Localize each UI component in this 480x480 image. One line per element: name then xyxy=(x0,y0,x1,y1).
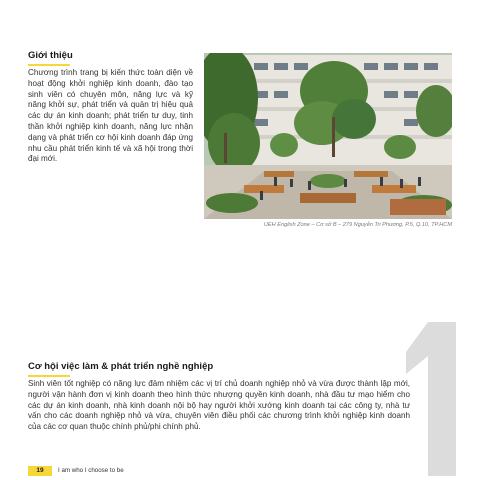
intro-heading: Giới thiệu xyxy=(28,50,73,66)
career-heading: Cơ hội việc làm & phát triển nghề nghiệp xyxy=(28,361,213,377)
career-paragraph: Sinh viên tốt nghiệp có năng lực đảm nhiệm các vị trí chủ doanh nghiệp nhỏ và vừa được thành lập mới, người vận hành đơn vị kinh doanh theo hình thức nhượng quyền kinh doanh, nhà đầu tư mạo hiểm cho các dự án kinh doanh, nhà kinh doanh nội bộ hay người khởi xướng kinh doanh tại các công ty, nhà tư vấn cho các doanh nghiệp nhỏ và vừa, chuyên viên điều phối các chương trình khởi nghiệp kinh doanh của các cơ quan thuộc chính phủ/phi chính phủ. xyxy=(28,379,410,432)
footer-tagline: I am who I choose to be xyxy=(58,467,124,474)
campus-photo xyxy=(204,53,452,219)
photo-caption: UEH English Zone – Cơ sở B – 279 Nguyễn Tri Phương, P.5, Q.10, TP.HCM xyxy=(263,222,452,228)
intro-paragraph: Chương trình trang bị kiến thức toàn diện về hoạt động khởi nghiệp kinh doanh, đào tạo sinh viên có chuyên môn, năng lực và kỹ năng khởi sự, phát triển và quản trị hiệu quả các dự án kinh doanh; phát triển tư duy, tinh thần khởi nghiệp kinh doanh, năng lực nhận dạng và phát triển cơ hội kinh doanh đáp ứng nhu cầu phát triển kinh tế và xã hội trong thời đại mới. xyxy=(28,68,193,164)
page-number-badge: 19 xyxy=(28,466,52,476)
